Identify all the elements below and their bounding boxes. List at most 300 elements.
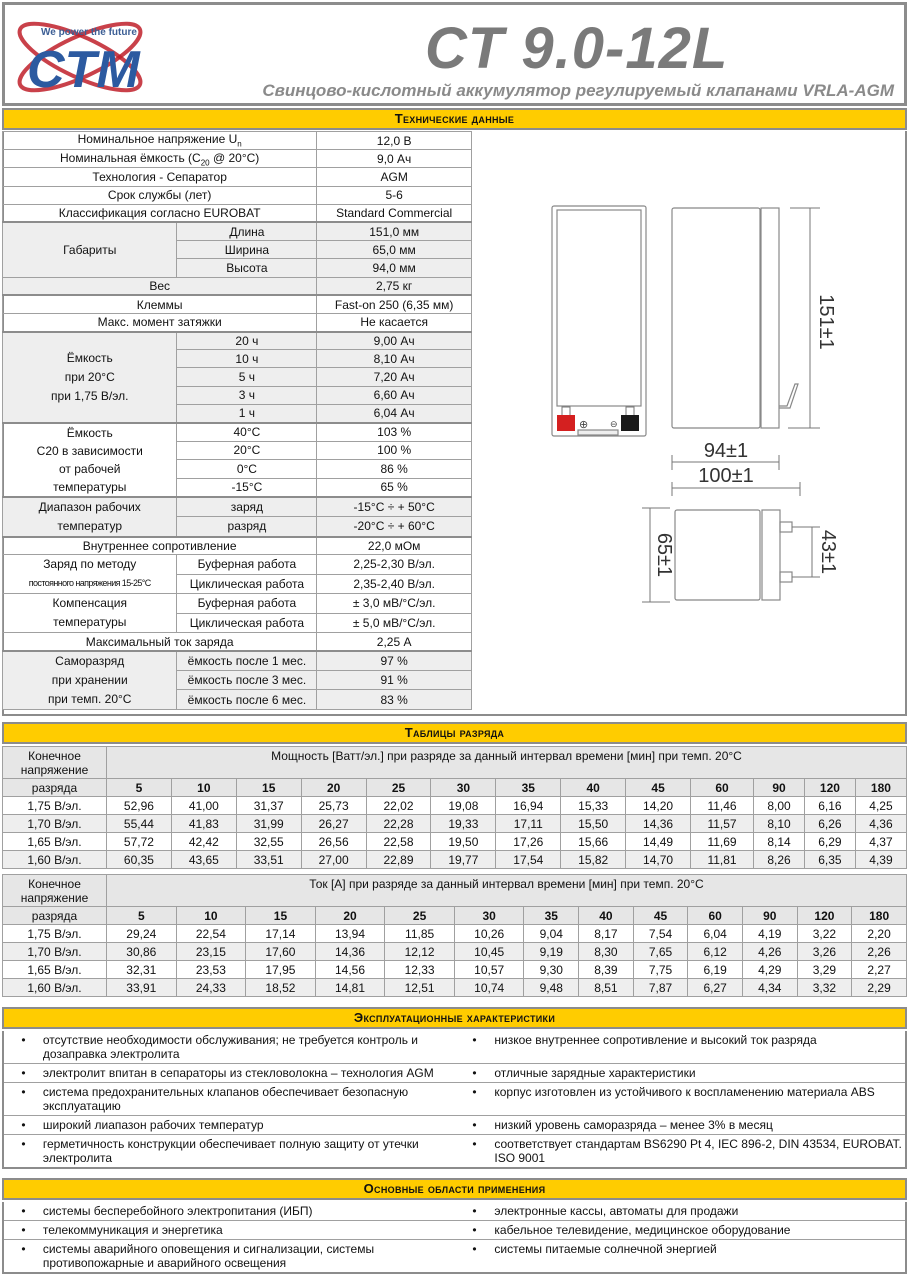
spec-value: ± 5,0 мВ/°C/эл.	[317, 613, 472, 633]
spec-value: 86 %	[317, 460, 472, 479]
voltage-header-end: разряда	[3, 907, 107, 925]
table-cell: 17,95	[246, 961, 316, 979]
spec-sublabel: разряд	[177, 517, 317, 537]
table-cell: 10,45	[454, 943, 524, 961]
table-cell: 7,54	[633, 925, 688, 943]
spec-label: Заряд по методу постоянного напряжения 15-25°C	[3, 555, 177, 594]
table-cell: 3,32	[797, 979, 852, 997]
minutes-header: 180	[852, 907, 907, 925]
table-row: Номинальное напряжение $U_n$ 12,0 В	[3, 132, 472, 150]
spec-label: Клеммы	[3, 295, 317, 313]
table-cell: 3,29	[797, 961, 852, 979]
table-cell: 6,29	[804, 833, 855, 851]
power-discharge-table	[2, 746, 907, 869]
minutes-header: 40	[579, 907, 634, 925]
logo-text: CTM	[27, 41, 140, 99]
table-cell: 8,51	[579, 979, 634, 997]
table-row	[3, 168, 472, 186]
minutes-header-row	[3, 907, 907, 925]
table-cell: 4,36	[855, 815, 906, 833]
top-view	[675, 510, 792, 600]
bullet-icon: •	[3, 1064, 43, 1083]
table-cell: 2,20	[852, 925, 907, 943]
table-cell: 15,33	[561, 797, 626, 815]
table-row	[3, 423, 472, 442]
table-cell: 19,50	[431, 833, 496, 851]
table-cell: 16,94	[496, 797, 561, 815]
bullet-icon: •	[455, 1083, 495, 1116]
spec-sublabel: Высота	[177, 259, 317, 277]
table-row	[3, 925, 907, 943]
table-cell: 4,34	[742, 979, 797, 997]
end-voltage: 1,70 В/эл.	[3, 815, 107, 833]
minutes-header: 5	[107, 907, 177, 925]
list-item-text: системы питаемые солнечной энергией	[494, 1240, 906, 1274]
spec-value: 83 %	[317, 690, 472, 710]
table-cell: 14,81	[315, 979, 385, 997]
table-row	[3, 961, 907, 979]
spec-value: 8,10 Ач	[317, 350, 472, 368]
spec-sublabel: 40°C	[177, 423, 317, 442]
table-row	[3, 204, 472, 222]
table-row: Номинальная ёмкость ($C_{20}$ @ 20°C) 9,0 Ач	[3, 150, 472, 168]
table-cell: 14,36	[315, 943, 385, 961]
list-item-text: герметичность конструкции обеспечивает полную защиту от утечки электролита	[43, 1135, 455, 1169]
table-cell: 26,27	[301, 815, 366, 833]
table-row	[3, 797, 907, 815]
table-row	[3, 594, 472, 614]
table-cell: 14,70	[626, 851, 691, 869]
applications-section-title: Основные области применения	[2, 1178, 907, 1200]
spec-value: 65 %	[317, 478, 472, 497]
table-cell: 18,52	[246, 979, 316, 997]
list-item-text: низкий уровень саморазряда – менее 3% в месяц	[494, 1116, 906, 1135]
features-list	[2, 1031, 907, 1169]
table-row	[3, 651, 472, 671]
table-cell: 17,60	[246, 943, 316, 961]
spec-label: Максимальный ток заряда	[3, 633, 317, 651]
spec-value: 22,0 мОм	[317, 537, 472, 555]
table-cell: 19,77	[431, 851, 496, 869]
list-item	[3, 1240, 906, 1274]
spec-sublabel: -15°C	[177, 478, 317, 497]
spec-value: Fast-on 250 (6,35 мм)	[317, 295, 472, 313]
table-row	[3, 815, 907, 833]
table-cell: 9,48	[524, 979, 579, 997]
table-cell: 31,37	[236, 797, 301, 815]
minutes-header: 30	[454, 907, 524, 925]
minutes-header: 45	[633, 907, 688, 925]
spec-label: Диапазон рабочих температур	[3, 497, 177, 537]
front-view	[552, 206, 646, 436]
table-cell: 8,10	[754, 815, 805, 833]
page-header	[2, 2, 907, 106]
table-cell: 55,44	[107, 815, 172, 833]
minutes-header: 180	[855, 779, 906, 797]
spec-label: Срок службы (лет)	[3, 186, 317, 204]
table-cell: 11,81	[691, 851, 754, 869]
table-cell: 24,33	[176, 979, 246, 997]
spec-label: Ёмкость C20 в зависимости от рабочей температуры	[3, 423, 177, 497]
spec-label: Классификация согласно EUROBAT	[3, 204, 317, 222]
list-item	[3, 1135, 906, 1169]
table-row	[3, 277, 472, 295]
minutes-header: 25	[366, 779, 431, 797]
table-cell: 4,25	[855, 797, 906, 815]
list-item-text: корпус изготовлен из устойчивого к воспламенению материала ABS	[494, 1083, 906, 1116]
list-item	[3, 1064, 906, 1083]
table-cell: 11,85	[385, 925, 455, 943]
table-header-row	[3, 875, 907, 907]
table-cell: 14,36	[626, 815, 691, 833]
table-row	[3, 833, 907, 851]
discharge-section-title: Таблицы разряда	[2, 722, 907, 744]
bullet-icon: •	[3, 1240, 43, 1274]
end-voltage: 1,60 В/эл.	[3, 979, 107, 997]
table-cell: 19,08	[431, 797, 496, 815]
spec-value: 6,60 Ач	[317, 386, 472, 404]
current-caption: Ток [А] при разряде за данный интервал времени [мин] при темп. 20°C	[107, 875, 907, 907]
minutes-header: 40	[561, 779, 626, 797]
table-row	[3, 222, 472, 240]
spec-value: 2,35-2,40 В/эл.	[317, 574, 472, 594]
list-item-text: телекоммуникация и энергетика	[43, 1221, 455, 1240]
table-cell: 12,51	[385, 979, 455, 997]
spec-sublabel: Буферная работа	[177, 555, 317, 575]
table-cell: 6,35	[804, 851, 855, 869]
table-row	[3, 633, 472, 651]
table-row	[3, 555, 472, 575]
table-cell: 52,96	[107, 797, 172, 815]
table-cell: 6,04	[688, 925, 743, 943]
table-cell: 8,14	[754, 833, 805, 851]
end-voltage: 1,75 В/эл.	[3, 797, 107, 815]
table-cell: 22,54	[176, 925, 246, 943]
table-row	[3, 979, 907, 997]
list-item-text: электролит впитан в сепараторы из стекловолокна – технология AGM	[43, 1064, 455, 1083]
table-cell: 2,29	[852, 979, 907, 997]
spec-value: -20°C ÷ + 60°C	[317, 517, 472, 537]
table-header-row	[3, 747, 907, 779]
table-cell: 25,73	[301, 797, 366, 815]
spec-sublabel: 1 ч	[177, 404, 317, 422]
list-item-text: соответствует стандартам BS6290 Pt 4, IEC 896-2, DIN 43534, EUROBAT. ISO 9001	[494, 1135, 906, 1169]
table-cell: 22,89	[366, 851, 431, 869]
spec-sublabel: Циклическая работа	[177, 613, 317, 633]
spec-value: AGM	[317, 168, 472, 186]
table-cell: 11,69	[691, 833, 754, 851]
table-cell: 32,31	[107, 961, 177, 979]
logo-tagline: We power the future	[41, 27, 137, 38]
table-cell: 4,19	[742, 925, 797, 943]
spec-value: Standard Commercial	[317, 204, 472, 222]
list-item-text: отличные зарядные характеристики	[494, 1064, 906, 1083]
spec-sublabel: Длина	[177, 222, 317, 240]
spec-value: 7,20 Ач	[317, 368, 472, 386]
depth-dimension: 65±1	[653, 532, 675, 578]
bullet-icon: •	[455, 1221, 495, 1240]
table-cell: 6,19	[688, 961, 743, 979]
list-item	[3, 1031, 906, 1064]
spec-value: 2,25-2,30 В/эл.	[317, 555, 472, 575]
table-cell: 15,66	[561, 833, 626, 851]
table-cell: 15,82	[561, 851, 626, 869]
table-cell: 22,58	[366, 833, 431, 851]
table-cell: 29,24	[107, 925, 177, 943]
width-inner-dimension: 94±1	[703, 440, 749, 462]
minutes-header: 90	[754, 779, 805, 797]
voltage-header: Конечное напряжение	[3, 875, 107, 907]
table-row	[3, 851, 907, 869]
minutes-header: 90	[742, 907, 797, 925]
spec-value: 151,0 мм	[317, 222, 472, 240]
minutes-header: 20	[315, 907, 385, 925]
minutes-header: 45	[626, 779, 691, 797]
minutes-header: 20	[301, 779, 366, 797]
spec-value: 5-6	[317, 186, 472, 204]
end-voltage: 1,60 В/эл.	[3, 851, 107, 869]
spec-sublabel: Ширина	[177, 241, 317, 259]
bullet-icon: •	[455, 1240, 495, 1274]
product-subtitle: Свинцово-кислотный аккумулятор регулируемый клапанами VRLA-AGM	[262, 81, 894, 100]
positive-terminal	[557, 415, 575, 431]
table-cell: 43,65	[171, 851, 236, 869]
spec-sublabel: заряд	[177, 497, 317, 517]
table-cell: 19,33	[431, 815, 496, 833]
bullet-icon: •	[455, 1031, 495, 1064]
spec-sublabel: 20°C	[177, 441, 317, 460]
bullet-icon: •	[3, 1221, 43, 1240]
spec-value: 2,75 кг	[317, 277, 472, 295]
table-cell: 4,29	[742, 961, 797, 979]
table-cell: 23,15	[176, 943, 246, 961]
table-row	[3, 497, 472, 517]
spec-value: 100 %	[317, 441, 472, 460]
list-item-text: широкий лиапазон рабочих температур	[43, 1116, 455, 1135]
spec-sublabel: ёмкость после 1 мес.	[177, 651, 317, 671]
table-cell: 11,46	[691, 797, 754, 815]
spec-value: 97 %	[317, 651, 472, 671]
spec-label: Габариты	[3, 222, 177, 277]
spec-sublabel: Буферная работа	[177, 594, 317, 614]
table-cell: 31,99	[236, 815, 301, 833]
spec-value: 6,04 Ач	[317, 404, 472, 422]
table-cell: 57,72	[107, 833, 172, 851]
table-cell: 8,39	[579, 961, 634, 979]
current-discharge-table	[2, 874, 907, 997]
minutes-header: 5	[107, 779, 172, 797]
spec-sublabel: 10 ч	[177, 350, 317, 368]
table-cell: 23,53	[176, 961, 246, 979]
table-cell: 6,12	[688, 943, 743, 961]
minutes-header: 15	[236, 779, 301, 797]
table-cell: 9,04	[524, 925, 579, 943]
table-cell: 4,39	[855, 851, 906, 869]
bullet-icon: •	[3, 1083, 43, 1116]
battery-dimension-drawing	[530, 170, 860, 630]
table-cell: 11,57	[691, 815, 754, 833]
table-cell: 33,91	[107, 979, 177, 997]
power-caption: Мощность [Ватт/эл.] при разряде за данный интервал времени [мин] при темп. 20°C	[107, 747, 907, 779]
negative-terminal	[621, 415, 639, 431]
tech-data-table	[2, 131, 472, 710]
spec-label: Номинальная ёмкость (C	[60, 150, 201, 165]
table-cell: 12,12	[385, 943, 455, 961]
table-cell: 7,87	[633, 979, 688, 997]
spec-sublabel: ёмкость после 6 мес.	[177, 690, 317, 710]
terminal-spacing-dimension: 43±1	[817, 529, 839, 575]
table-cell: 27,00	[301, 851, 366, 869]
end-voltage: 1,65 В/эл.	[3, 833, 107, 851]
minutes-header-row	[3, 779, 907, 797]
tech-section-title: Технические данные	[2, 108, 907, 130]
minutes-header: 35	[524, 907, 579, 925]
table-cell: 4,26	[742, 943, 797, 961]
table-row	[3, 332, 472, 350]
spec-value: 2,25 А	[317, 633, 472, 651]
bullet-icon: •	[455, 1202, 495, 1221]
table-cell: 9,30	[524, 961, 579, 979]
list-item	[3, 1083, 906, 1116]
table-cell: 8,30	[579, 943, 634, 961]
spec-sublabel: Циклическая работа	[177, 574, 317, 594]
width-outer-dimension: 100±1	[698, 465, 754, 487]
bullet-icon: •	[3, 1031, 43, 1064]
applications-list	[2, 1202, 907, 1274]
minutes-header: 30	[431, 779, 496, 797]
spec-value: 91 %	[317, 670, 472, 690]
table-cell: 12,33	[385, 961, 455, 979]
table-cell: 60,35	[107, 851, 172, 869]
list-item-text: отсутствие необходимости обслуживания; не требуется контроль и дозаправка электролита	[43, 1031, 455, 1064]
table-cell: 26,56	[301, 833, 366, 851]
spec-sublabel: 3 ч	[177, 386, 317, 404]
table-cell: 42,42	[171, 833, 236, 851]
table-cell: 10,74	[454, 979, 524, 997]
table-cell: 17,26	[496, 833, 561, 851]
table-cell: 3,22	[797, 925, 852, 943]
table-cell: 33,51	[236, 851, 301, 869]
table-row	[3, 295, 472, 313]
ctm-logo	[11, 9, 149, 101]
list-item	[3, 1221, 906, 1240]
spec-label: Макс. момент затяжки	[3, 313, 317, 331]
table-cell: 22,28	[366, 815, 431, 833]
minutes-header: 60	[691, 779, 754, 797]
spec-label: Номинальное напряжение U	[77, 132, 238, 147]
table-cell: 8,00	[754, 797, 805, 815]
table-cell: 3,26	[797, 943, 852, 961]
table-cell: 9,19	[524, 943, 579, 961]
spec-label: Саморазряд при хранении при темп. 20°C	[3, 651, 177, 710]
minutes-header: 15	[246, 907, 316, 925]
minus-symbol: ⊖	[610, 419, 618, 429]
table-cell: 6,27	[688, 979, 743, 997]
bullet-icon: •	[3, 1116, 43, 1135]
table-cell: 22,02	[366, 797, 431, 815]
bullet-icon: •	[3, 1135, 43, 1169]
spec-value: -15°C ÷ + 50°C	[317, 497, 472, 517]
table-cell: 17,11	[496, 815, 561, 833]
spec-label: Компенсация температуры	[3, 594, 177, 633]
side-view	[672, 208, 798, 428]
minutes-header: 35	[496, 779, 561, 797]
table-cell: 2,26	[852, 943, 907, 961]
list-item-text: системы аварийного оповещения и сигнализации, системы противопожарные и аварийного освещения	[43, 1240, 455, 1274]
table-cell: 7,75	[633, 961, 688, 979]
table-cell: 15,50	[561, 815, 626, 833]
list-item-text: системы бесперебойного электропитания (ИБП)	[43, 1202, 455, 1221]
spec-sublabel: 5 ч	[177, 368, 317, 386]
list-item-text: низкое внутреннее сопротивление и высокий ток разряда	[494, 1031, 906, 1064]
table-cell: 14,49	[626, 833, 691, 851]
table-row	[3, 537, 472, 555]
table-cell: 7,65	[633, 943, 688, 961]
minutes-header: 120	[804, 779, 855, 797]
list-item-text: система предохранительных клапанов обеспечивает безопасную эксплуатацию	[43, 1083, 455, 1116]
voltage-header-end: разряда	[3, 779, 107, 797]
table-cell: 14,20	[626, 797, 691, 815]
table-cell: 30,86	[107, 943, 177, 961]
spec-value: Не касается	[317, 313, 472, 331]
end-voltage: 1,70 В/эл.	[3, 943, 107, 961]
table-row	[3, 186, 472, 204]
end-voltage: 1,75 В/эл.	[3, 925, 107, 943]
spec-value: 9,00 Ач	[317, 332, 472, 350]
list-item	[3, 1202, 906, 1221]
table-cell: 13,94	[315, 925, 385, 943]
spec-label: Внутреннее сопротивление	[3, 537, 317, 555]
table-cell: 4,37	[855, 833, 906, 851]
spec-label: Ёмкость при 20°C при 1,75 В/эл.	[3, 332, 177, 423]
table-cell: 41,00	[171, 797, 236, 815]
table-cell: 17,54	[496, 851, 561, 869]
table-row	[3, 943, 907, 961]
spec-value: 94,0 мм	[317, 259, 472, 277]
spec-value: 103 %	[317, 423, 472, 442]
plus-symbol: ⊕	[579, 419, 589, 431]
minutes-header: 120	[797, 907, 852, 925]
spec-sublabel: 0°C	[177, 460, 317, 479]
bullet-icon: •	[455, 1064, 495, 1083]
bullet-icon: •	[3, 1202, 43, 1221]
table-cell: 8,26	[754, 851, 805, 869]
list-item	[3, 1116, 906, 1135]
table-cell: 41,83	[171, 815, 236, 833]
table-cell: 17,14	[246, 925, 316, 943]
list-item-text: электронные кассы, автоматы для продажи	[494, 1202, 906, 1221]
features-section-title: Эксплуатационные характеристики	[2, 1007, 907, 1029]
list-item-text: кабельное телевидение, медицинское оборудование	[494, 1221, 906, 1240]
spec-value: ± 3,0 мВ/°C/эл.	[317, 594, 472, 614]
spec-label: Вес	[3, 277, 317, 295]
minutes-header: 25	[385, 907, 455, 925]
height-dimension: 151±1	[815, 294, 837, 350]
model-title: CT 9.0-12L	[425, 16, 729, 81]
table-cell: 6,26	[804, 815, 855, 833]
table-cell: 10,57	[454, 961, 524, 979]
table-cell: 2,27	[852, 961, 907, 979]
bullet-icon: •	[455, 1135, 495, 1169]
table-cell: 10,26	[454, 925, 524, 943]
spec-sublabel: ёмкость после 3 мес.	[177, 670, 317, 690]
table-cell: 14,56	[315, 961, 385, 979]
spec-value: 9,0 Ач	[317, 150, 472, 168]
table-cell: 32,55	[236, 833, 301, 851]
table-cell: 6,16	[804, 797, 855, 815]
spec-value: 12,0 В	[317, 132, 472, 150]
table-row	[3, 313, 472, 331]
